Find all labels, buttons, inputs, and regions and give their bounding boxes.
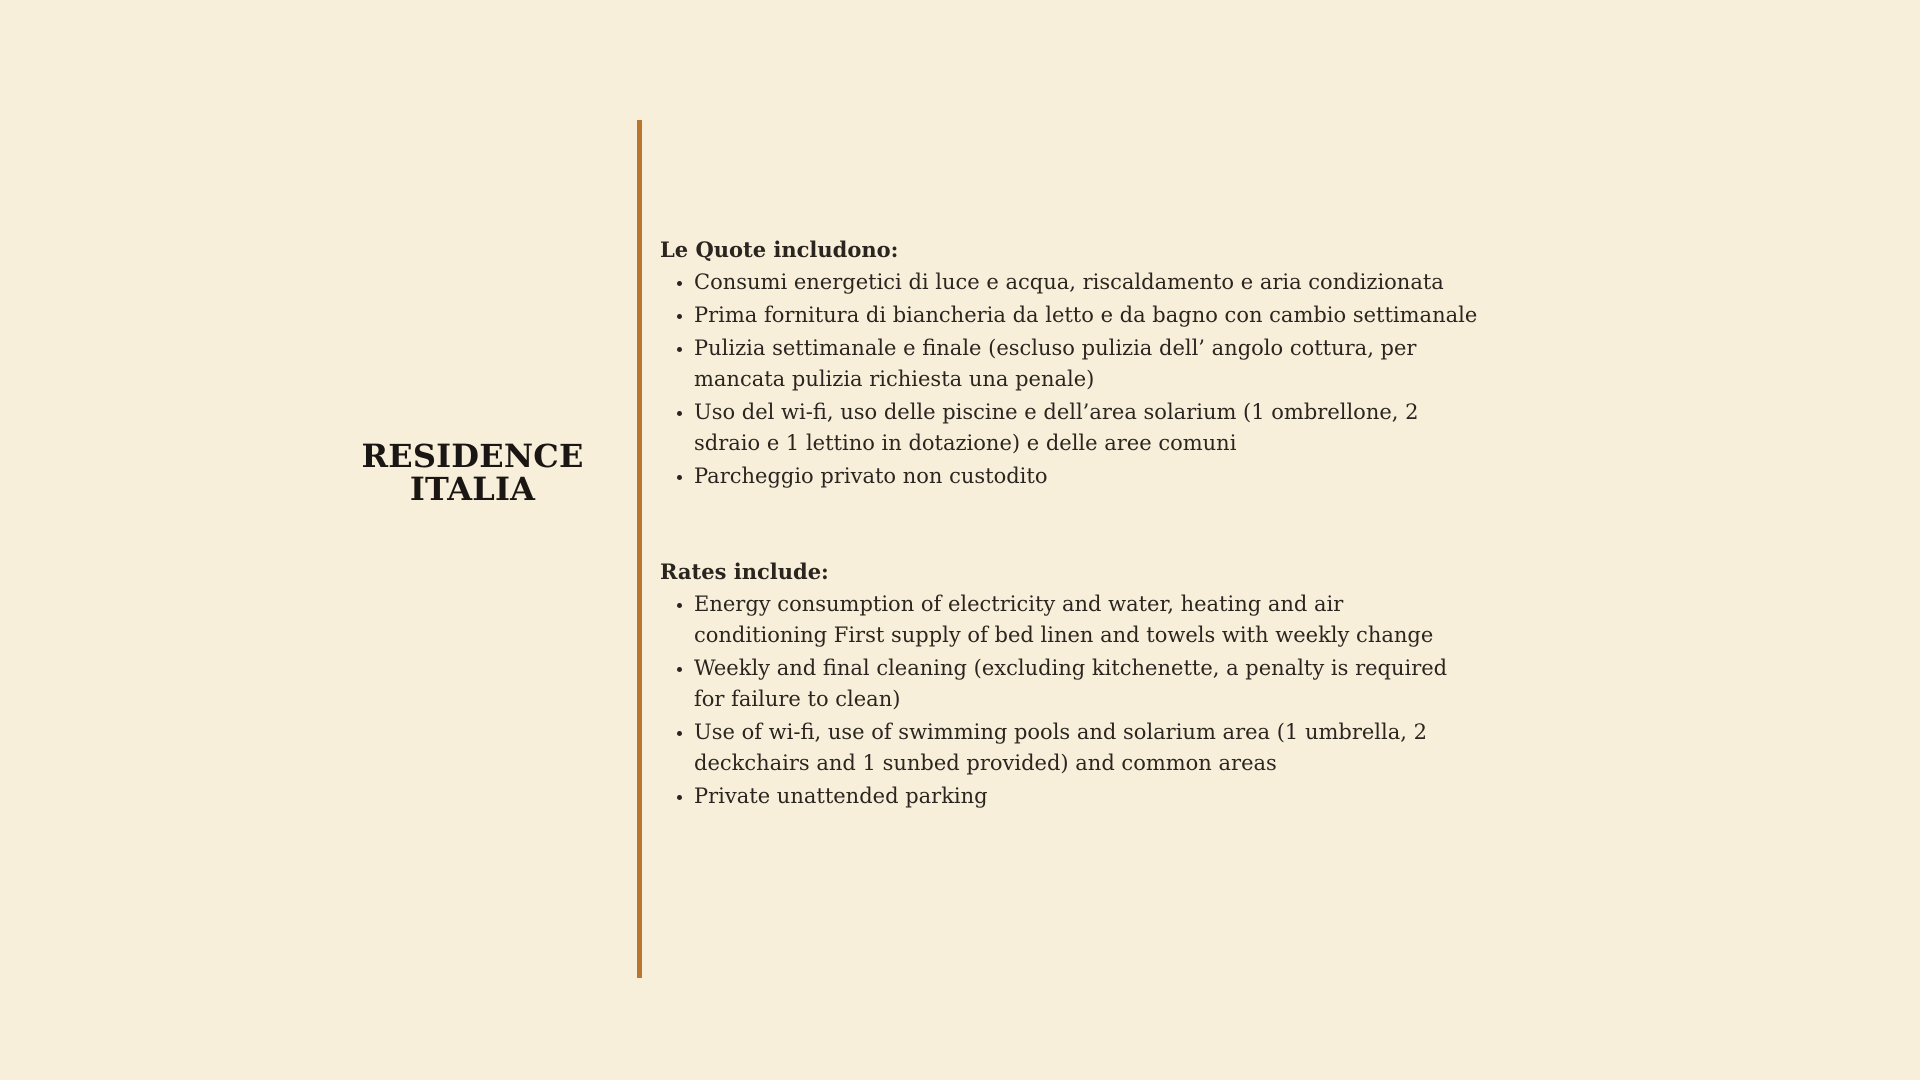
italian-rates-section xyxy=(660,234,1480,492)
italian-rates-list xyxy=(660,267,1480,492)
brand-title-line2: ITALIA xyxy=(409,470,536,508)
list-item: • Prima fornitura di biancheria da letto e da bagno con cambio settimanale xyxy=(694,300,1480,331)
brand-title xyxy=(340,437,605,508)
list-item: • Private unattended parking xyxy=(694,781,1480,812)
list-item: • Use of wi-fi, use of swimming pools and solarium area (1 umbrella, 2 deckchairs and 1 sunbed provided) and common areas xyxy=(694,717,1480,779)
list-item: • Parcheggio privato non custodito xyxy=(694,461,1480,492)
english-section-title: Rates include: xyxy=(660,559,829,584)
brand-title-line1: RESIDENCE xyxy=(361,437,584,475)
list-item: • Uso del wi-fi, uso delle piscine e dell’area solarium (1 ombrellone, 2 sdraio e 1 lettino in dotazione) e delle aree comuni xyxy=(694,397,1480,459)
list-item: • Energy consumption of electricity and water, heating and air conditioning First supply of bed linen and towels with weekly change xyxy=(694,589,1480,651)
list-item: • Weekly and final cleaning (excluding kitchenette, a penalty is required for failure to clean) xyxy=(694,653,1480,715)
list-item: • Consumi energetici di luce e acqua, riscaldamento e aria condizionata xyxy=(694,267,1480,298)
rates-content xyxy=(660,234,1480,814)
vertical-divider xyxy=(637,120,642,978)
italian-section-title: Le Quote includono: xyxy=(660,237,899,262)
list-item: • Pulizia settimanale e finale (escluso pulizia dell’ angolo cottura, per mancata pulizia richiesta una penale) xyxy=(694,333,1480,395)
english-rates-list xyxy=(660,589,1480,812)
english-rates-section xyxy=(660,556,1480,812)
